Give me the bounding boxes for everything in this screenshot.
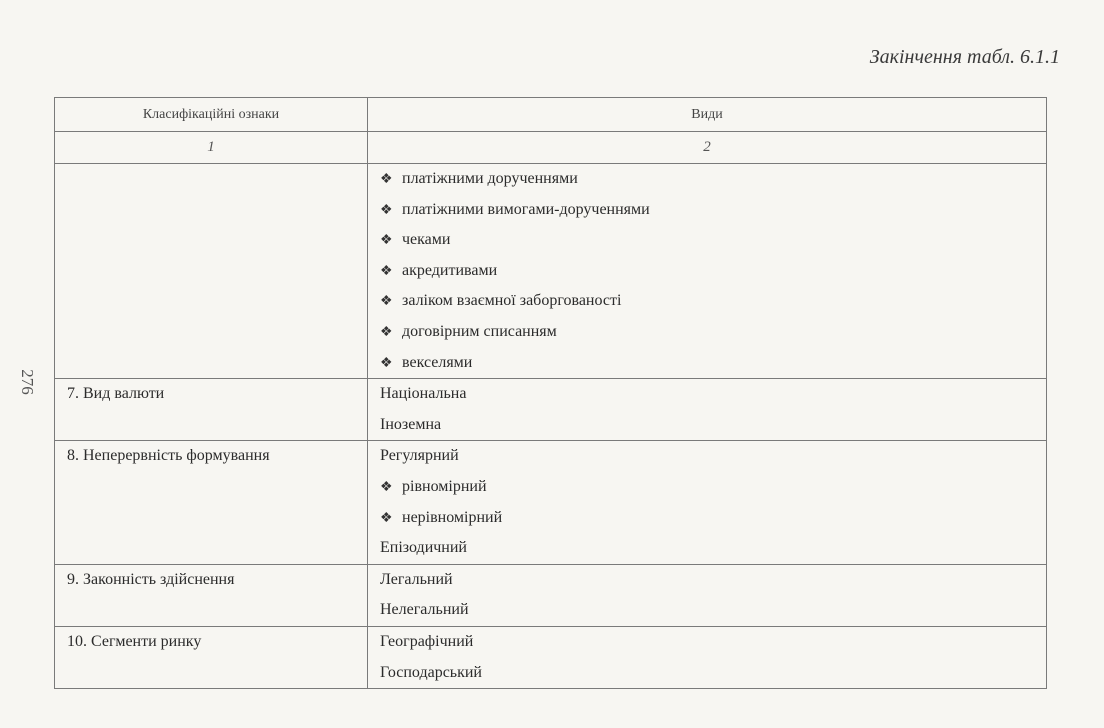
type-item (380, 658, 1034, 689)
type-item (380, 286, 1034, 317)
feature-cell: 10. Сегменти ринку (55, 626, 368, 688)
type-item (380, 503, 1034, 534)
page-number: 276 (17, 369, 37, 395)
feature-cell (55, 164, 368, 379)
table-row (55, 164, 1047, 379)
table-row (55, 564, 1047, 626)
type-item (380, 595, 1034, 626)
diamond-bullet-icon: ❖ (380, 263, 393, 279)
table-header-row (55, 98, 1047, 132)
diamond-bullet-icon: ❖ (380, 233, 393, 249)
type-item (380, 472, 1034, 503)
type-item-text: Епізодичний (380, 539, 467, 557)
type-item-text: Господарський (380, 663, 482, 681)
diamond-bullet-icon: ❖ (380, 294, 393, 310)
type-item-text: платіжними вимогами-дорученнями (402, 200, 650, 218)
table-row (55, 441, 1047, 564)
types-cell (368, 164, 1047, 379)
type-item (380, 256, 1034, 287)
type-item-text: Легальний (380, 570, 453, 588)
type-item (380, 533, 1034, 564)
types-cell (368, 564, 1047, 626)
column-number-row (55, 132, 1047, 164)
type-item-text: заліком взаємної заборгованості (402, 292, 622, 310)
type-item (380, 164, 1034, 195)
type-item (380, 627, 1034, 658)
type-item-text: рівномірний (402, 477, 487, 495)
diamond-bullet-icon: ❖ (380, 324, 393, 340)
type-item-text: Нелегальний (380, 601, 469, 619)
type-item-text: платіжними дорученнями (402, 170, 578, 187)
header-features: Класифікаційні ознаки (55, 98, 368, 132)
feature-cell: 7. Вид валюти (55, 379, 368, 441)
type-item-text: Географічний (380, 632, 474, 650)
type-item-text: договірним списанням (402, 322, 557, 340)
classification-table (54, 97, 1047, 689)
type-item (380, 317, 1034, 348)
type-item-text: Регулярний (380, 447, 459, 465)
types-cell (368, 441, 1047, 564)
type-item-text: Національна (380, 385, 467, 403)
column-number-2: 2 (368, 132, 1047, 164)
feature-cell: 8. Неперервність формування (55, 441, 368, 564)
types-cell (368, 626, 1047, 688)
types-cell (368, 379, 1047, 441)
type-item-text: чеками (402, 231, 451, 249)
header-types: Види (368, 98, 1047, 132)
diamond-bullet-icon: ❖ (380, 510, 393, 526)
type-item (380, 410, 1034, 441)
table-caption: Закінчення табл. 6.1.1 (869, 46, 1060, 68)
type-item-text: Іноземна (380, 415, 442, 433)
column-number-1: 1 (55, 132, 368, 164)
table-row (55, 626, 1047, 688)
type-item (380, 195, 1034, 226)
type-item (380, 379, 1034, 410)
diamond-bullet-icon: ❖ (380, 479, 393, 495)
diamond-bullet-icon: ❖ (380, 202, 393, 218)
diamond-bullet-icon: ❖ (380, 355, 393, 371)
type-item (380, 565, 1034, 596)
feature-cell: 9. Законність здійснення (55, 564, 368, 626)
type-item (380, 225, 1034, 256)
diamond-bullet-icon: ❖ (380, 172, 393, 187)
type-item-text: акредитивами (402, 261, 498, 279)
type-item (380, 441, 1034, 472)
type-item-text: векселями (402, 353, 473, 371)
type-item-text: нерівномірний (402, 508, 503, 526)
type-item (380, 348, 1034, 379)
table-row (55, 379, 1047, 441)
